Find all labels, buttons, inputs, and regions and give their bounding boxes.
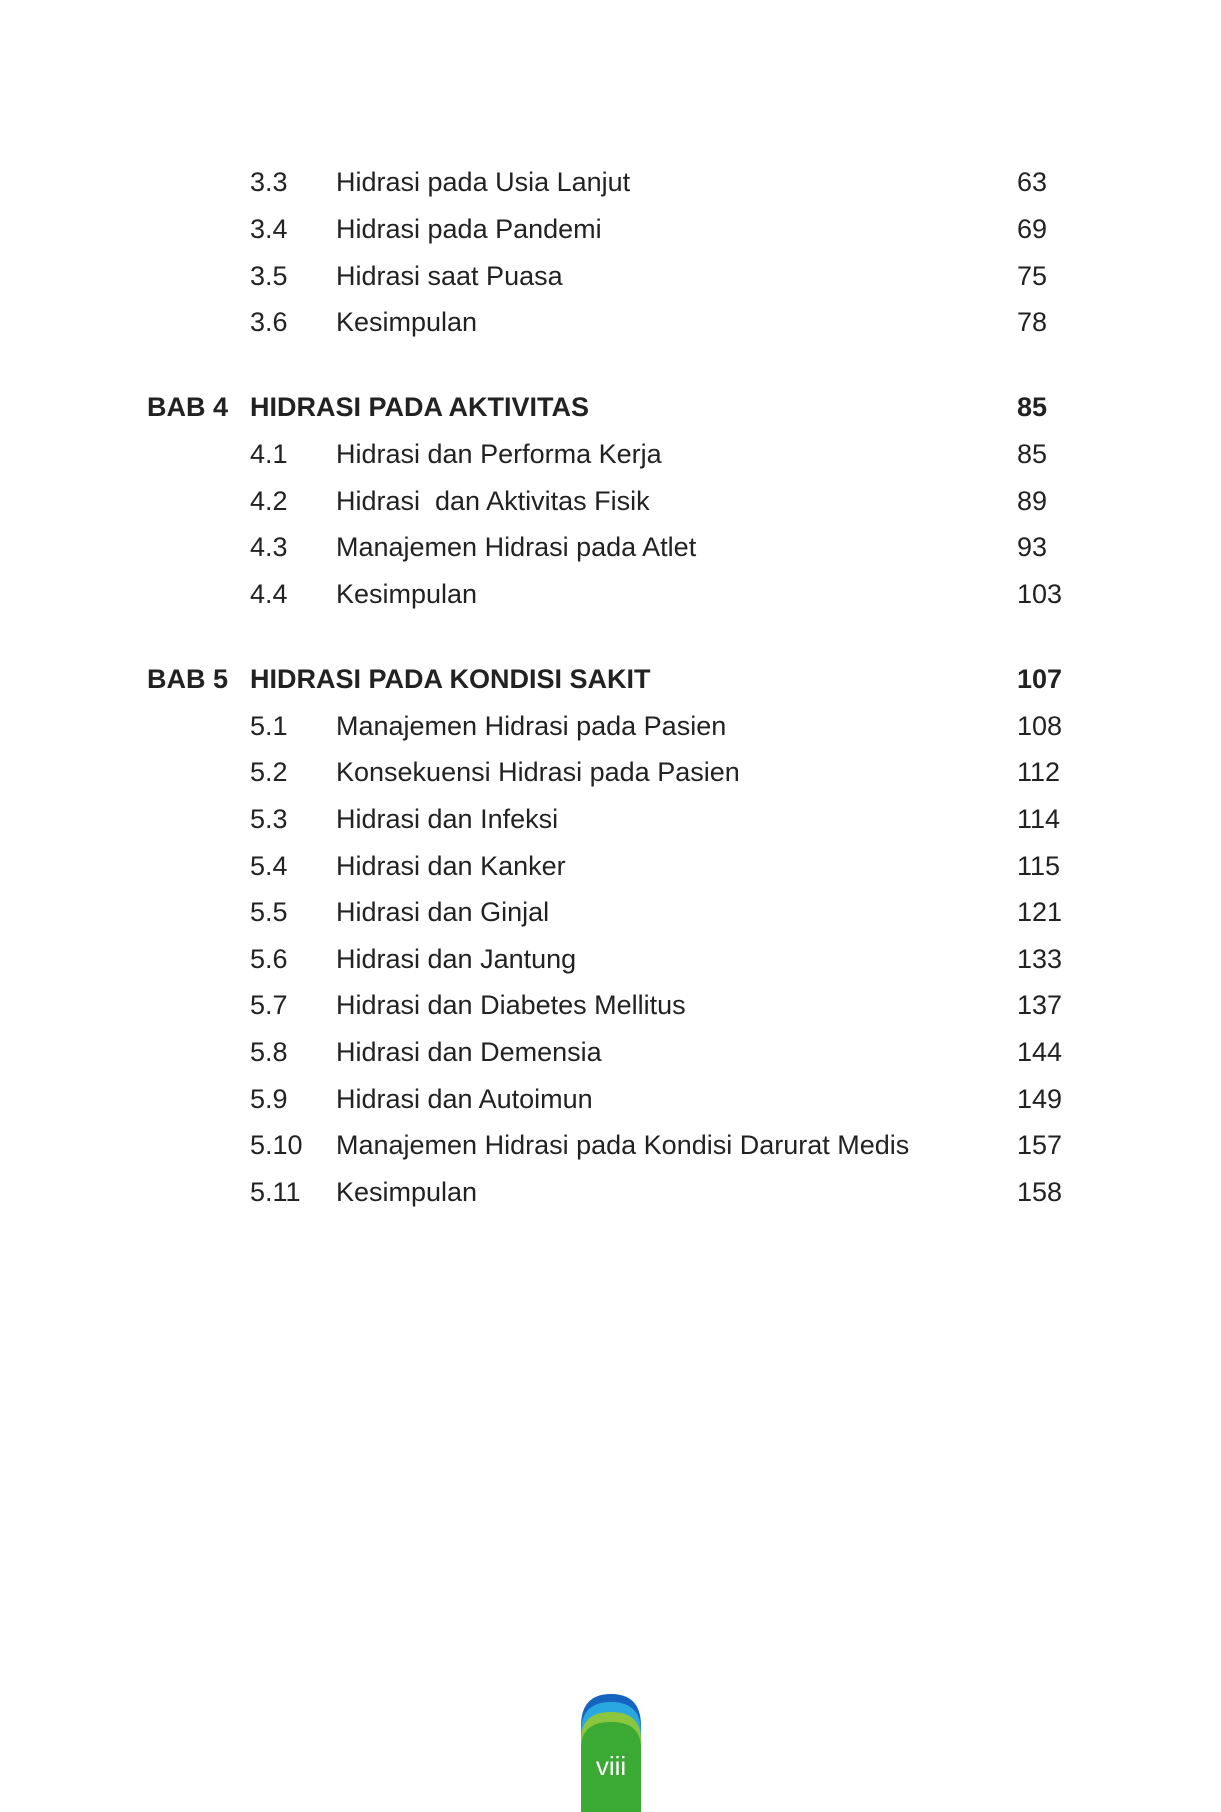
page-number: 158 <box>1017 1177 1063 1207</box>
toc-entry[interactable] <box>0 752 1221 792</box>
page-number-badge <box>579 1686 643 1812</box>
toc-entry[interactable] <box>0 434 1221 474</box>
page-number: 63 <box>1017 167 1048 197</box>
page-number: 103 <box>1017 579 1063 609</box>
page-number: 93 <box>1017 532 1048 562</box>
section-title: Hidrasi dan Ginjal <box>336 897 550 927</box>
page-number: 114 <box>1017 804 1061 834</box>
section-number: 4.3 <box>250 532 288 562</box>
section-number: 5.2 <box>250 757 288 787</box>
section-title: Hidrasi dan Infeksi <box>336 804 559 834</box>
chapter-title: HIDRASI PADA KONDISI SAKIT <box>250 664 651 694</box>
toc-entry[interactable] <box>0 846 1221 886</box>
page-number: 144 <box>1017 1037 1063 1067</box>
section-title: Hidrasi dan Demensia <box>336 1037 602 1067</box>
section-number: 5.8 <box>250 1037 288 1067</box>
section-number: 5.11 <box>250 1177 301 1207</box>
toc-entry[interactable] <box>0 1125 1221 1165</box>
section-title: Hidrasi dan Diabetes Mellitus <box>336 990 686 1020</box>
page-number: 89 <box>1017 486 1048 516</box>
page-number: 85 <box>1017 392 1048 422</box>
section-title: Hidrasi dan Performa Kerja <box>336 439 662 469</box>
toc-entry[interactable] <box>0 574 1221 614</box>
section-number: 5.9 <box>250 1084 288 1114</box>
toc-entry[interactable] <box>0 302 1221 342</box>
section-title: Kesimpulan <box>336 1177 478 1207</box>
toc-entry[interactable] <box>0 799 1221 839</box>
toc-entry[interactable] <box>0 985 1221 1025</box>
section-number: 5.4 <box>250 851 288 881</box>
section-number: 5.3 <box>250 804 288 834</box>
page-number: 69 <box>1017 214 1048 244</box>
page-number: 121 <box>1017 897 1063 927</box>
page-number: 107 <box>1017 664 1063 694</box>
section-number: 5.7 <box>250 990 288 1020</box>
toc-entry[interactable] <box>0 892 1221 932</box>
section-title: Hidrasi pada Usia Lanjut <box>336 167 631 197</box>
toc-entry[interactable] <box>0 706 1221 746</box>
page-number: 78 <box>1017 307 1048 337</box>
chapter-label: BAB 5 <box>147 664 229 694</box>
section-number: 3.3 <box>250 167 288 197</box>
page-number: 137 <box>1017 990 1063 1020</box>
section-title: Kesimpulan <box>336 579 478 609</box>
section-number: 4.1 <box>250 439 288 469</box>
toc-entry[interactable] <box>0 209 1221 249</box>
toc-entry[interactable] <box>0 527 1221 567</box>
toc-chapter[interactable] <box>0 387 1221 427</box>
toc-entry[interactable] <box>0 939 1221 979</box>
section-title: Manajemen Hidrasi pada Pasien <box>336 711 727 741</box>
page-number: 157 <box>1017 1130 1063 1160</box>
page-number: 133 <box>1017 944 1063 974</box>
section-number: 5.6 <box>250 944 288 974</box>
section-title: Kesimpulan <box>336 307 478 337</box>
page-number: 115 <box>1017 851 1061 881</box>
section-number: 4.2 <box>250 486 288 516</box>
section-number: 4.4 <box>250 579 288 609</box>
section-number: 3.6 <box>250 307 288 337</box>
section-number: 5.5 <box>250 897 288 927</box>
page-number: 85 <box>1017 439 1048 469</box>
section-title: Hidrasi saat Puasa <box>336 261 563 291</box>
page-number: 75 <box>1017 261 1048 291</box>
section-title: Hidrasi dan Kanker <box>336 851 566 881</box>
section-number: 3.4 <box>250 214 288 244</box>
section-title: Manajemen Hidrasi pada Atlet <box>336 532 697 562</box>
toc-entry[interactable] <box>0 162 1221 202</box>
page-number: 108 <box>1017 711 1063 741</box>
toc-entry[interactable] <box>0 256 1221 296</box>
toc-entry[interactable] <box>0 1172 1221 1212</box>
section-number: 5.10 <box>250 1130 303 1160</box>
section-title: Hidrasi dan Autoimun <box>336 1084 593 1114</box>
toc-entry[interactable] <box>0 1032 1221 1072</box>
chapter-title: HIDRASI PADA AKTIVITAS <box>250 392 590 422</box>
toc-chapter[interactable] <box>0 659 1221 699</box>
chapter-label: BAB 4 <box>147 392 229 422</box>
toc-entry[interactable] <box>0 1079 1221 1119</box>
section-title: Hidrasi pada Pandemi <box>336 214 602 244</box>
section-title: Manajemen Hidrasi pada Kondisi Darurat Medis <box>336 1130 910 1160</box>
page-number-label: viii <box>595 1751 627 1781</box>
page-number: 149 <box>1017 1084 1063 1114</box>
section-number: 5.1 <box>250 711 288 741</box>
section-number: 3.5 <box>250 261 288 291</box>
section-title: Konsekuensi Hidrasi pada Pasien <box>336 757 740 787</box>
section-title: Hidrasi dan Aktivitas Fisik <box>336 486 650 516</box>
section-title: Hidrasi dan Jantung <box>336 944 577 974</box>
page-number: 112 <box>1017 757 1061 787</box>
toc-entry[interactable] <box>0 481 1221 521</box>
